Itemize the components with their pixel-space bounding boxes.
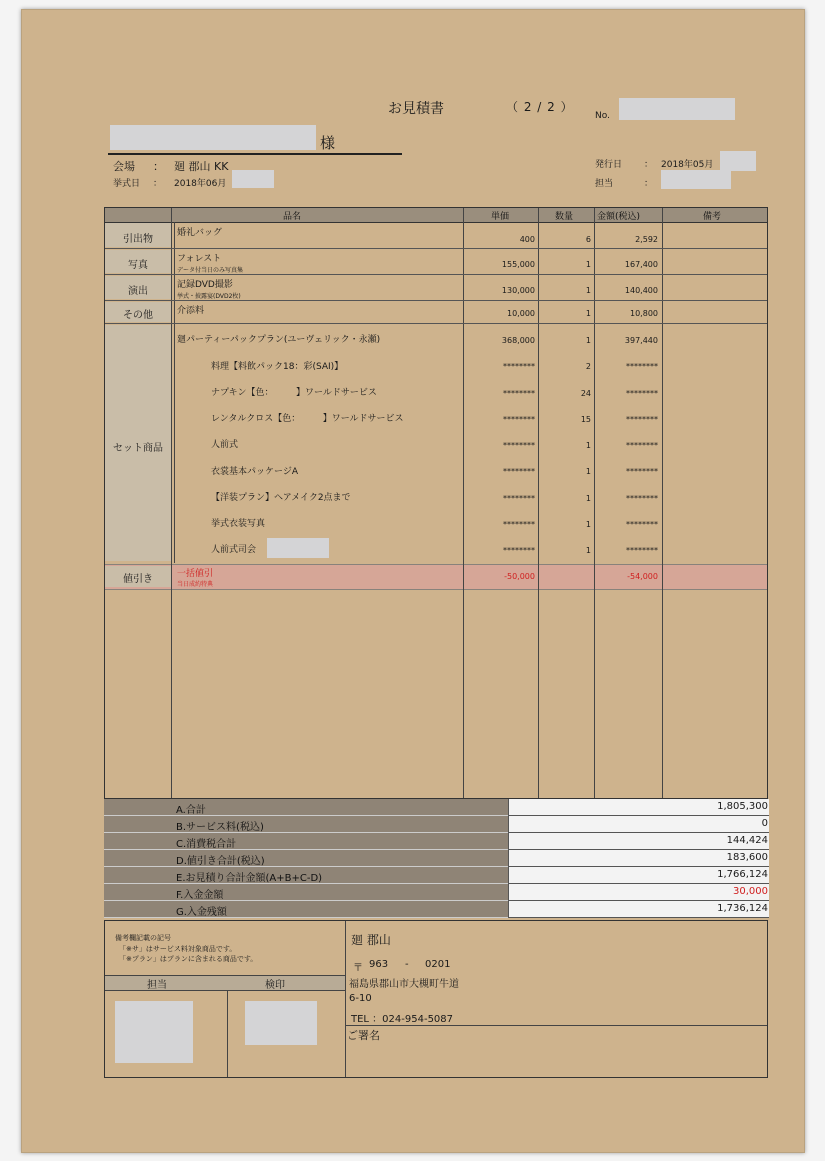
staff-colon: ：: [644, 179, 654, 189]
set-item-name: 衣裳基本パッケージA: [211, 467, 298, 477]
unit-price: ********: [503, 362, 535, 371]
amount: 10,800: [630, 309, 658, 318]
address-line-1: 福島県郡山市大槻町牛道: [349, 979, 459, 990]
category-label: その他: [123, 310, 153, 321]
legend-line-1: 「※サ」はサービス料対象商品です。: [119, 945, 237, 953]
estimate-sheet: [21, 9, 805, 1153]
header-qty: 数量: [555, 212, 574, 222]
total-label-g: G.入金残額: [176, 907, 227, 918]
staff-header: 担当: [147, 980, 167, 991]
col-divider: [463, 208, 464, 798]
quantity: 1: [585, 260, 591, 269]
redacted-emcee-name: [267, 538, 329, 558]
items-table: [104, 207, 768, 799]
unit-price: 368,000: [501, 336, 535, 345]
item-name: フォレスト: [177, 254, 222, 264]
discount-amount: -54,000: [627, 572, 658, 581]
category-label: 演出: [128, 286, 148, 297]
amount: ********: [626, 415, 658, 424]
venue-value: 廻 郡山 KK: [174, 160, 229, 173]
redacted-issue-day: [720, 151, 756, 171]
venue-colon: ：: [153, 160, 164, 173]
issue-date-label: 発行日: [595, 160, 623, 170]
postal-code-2: 0201: [425, 959, 451, 970]
total-label-e: E.お見積り合計金額(A+B+C-D): [176, 873, 323, 884]
set-item-name: 人前式: [211, 440, 239, 450]
set-item-name: レンタルクロス【色： 】ワールドサービス: [211, 414, 404, 424]
legend-title: 備考欄記載の記号: [115, 934, 171, 942]
set-item-name: 【洋装プラン】ヘアメイク2点まで: [211, 493, 351, 503]
unit-price: 130,000: [501, 286, 535, 295]
col-divider: [662, 208, 663, 798]
total-value-e: 1,766,124: [717, 869, 768, 880]
row-divider: [105, 248, 767, 249]
category-label: セット商品: [113, 443, 163, 454]
unit-price: ********: [503, 467, 535, 476]
totals-table: [104, 799, 768, 919]
quantity: 2: [585, 362, 591, 371]
item-subtext: データ付当日のみ写真集: [177, 267, 244, 274]
discount-name: 一括値引: [177, 569, 214, 579]
amount: ********: [626, 362, 658, 371]
seal-header: 検印: [265, 980, 285, 991]
legend-line-2: 「※プラン」はプランに含まれる商品です。: [119, 955, 258, 963]
postal-mark: 〒: [353, 963, 363, 974]
quantity: 1: [585, 441, 591, 450]
quantity: 1: [585, 520, 591, 529]
redacted-estimate-no: [619, 98, 735, 120]
discount-subtext: 当日成約特典: [177, 581, 214, 588]
unit-price: ********: [503, 520, 535, 529]
quantity: 1: [585, 467, 591, 476]
quantity: 15: [580, 415, 591, 424]
col-divider: [171, 208, 172, 798]
table-header: [105, 208, 767, 223]
category-label: 写真: [128, 260, 148, 271]
unit-price: 400: [519, 235, 535, 244]
company-name: 廻 郡山: [351, 933, 391, 947]
redacted-staff-stamp: [115, 1001, 193, 1063]
item-name: 記録DVD撮影: [177, 280, 233, 290]
amount: ********: [626, 389, 658, 398]
unit-price: ********: [503, 494, 535, 503]
quantity: 6: [585, 235, 591, 244]
quantity: 24: [580, 389, 591, 398]
col-divider: [594, 208, 595, 798]
total-label-d: D.値引き合計(税込): [176, 856, 265, 867]
signature-label: ご署名: [347, 1029, 380, 1042]
row-divider: [105, 300, 767, 301]
amount: ********: [626, 441, 658, 450]
item-subtext: 挙式・披露宴(DVD2枚): [177, 293, 241, 300]
item-name: 介添料: [177, 306, 205, 316]
total-label-b: B.サービス料(税込): [176, 822, 264, 833]
postal-code-1: 963: [369, 959, 389, 970]
total-value-b: 0: [761, 818, 768, 829]
row-divider: [105, 323, 767, 324]
quantity: 1: [585, 546, 591, 555]
header-amount: 金額(税込): [597, 212, 641, 222]
total-label-f: F.入金金額: [176, 890, 224, 901]
amount: ********: [626, 520, 658, 529]
amount: ********: [626, 494, 658, 503]
row-divider: [105, 274, 767, 275]
set-item-name: ナプキン【色： 】ワールドサービス: [211, 388, 377, 398]
staff-label: 担当: [595, 179, 614, 189]
issue-date-colon: ：: [644, 160, 654, 170]
footer-box: [104, 920, 768, 1078]
discount-unit-price: -50,000: [504, 572, 535, 581]
redacted-customer-name: [110, 125, 316, 150]
customer-suffix: 様: [320, 134, 336, 152]
total-label-a: A.合計: [176, 805, 206, 816]
amount: 167,400: [624, 260, 658, 269]
quantity: 1: [585, 336, 591, 345]
unit-price: 155,000: [501, 260, 535, 269]
redacted-wedding-day: [232, 170, 274, 188]
telephone: TEL ：024-954-5087: [351, 1014, 454, 1025]
amount: 140,400: [624, 286, 658, 295]
wedding-date-label: 挙式日: [113, 179, 141, 189]
wedding-date-colon: ：: [153, 179, 163, 189]
set-item-name: 挙式衣装写真: [211, 519, 266, 529]
unit-price: 10,000: [507, 309, 535, 318]
header-notes: 備考: [703, 212, 722, 222]
postal-dash: -: [405, 959, 409, 970]
total-value-d: 183,600: [726, 852, 768, 863]
item-name: 婚礼バッグ: [177, 228, 223, 238]
category-label: 値引き: [123, 574, 153, 585]
amount: 2,592: [635, 235, 658, 244]
unit-price: ********: [503, 415, 535, 424]
header-unit-price: 単価: [491, 212, 510, 222]
col-divider: [538, 208, 539, 798]
page-indicator: （ 2 / 2 ）: [506, 100, 574, 114]
customer-underline: [108, 153, 402, 155]
category-label: 引出物: [123, 234, 153, 245]
redacted-seal-stamp: [245, 1001, 317, 1045]
venue-label: 会場: [113, 160, 135, 173]
unit-price: ********: [503, 389, 535, 398]
wedding-date-value: 2018年06月: [174, 179, 227, 189]
amount: ********: [626, 546, 658, 555]
quantity: 1: [585, 286, 591, 295]
total-value-g: 1,736,124: [717, 903, 768, 914]
total-value-f: 30,000: [733, 886, 768, 897]
total-value-a: 1,805,300: [717, 801, 768, 812]
document-title: お見積書: [388, 101, 444, 117]
quantity: 1: [585, 494, 591, 503]
total-label-c: C.消費税合計: [176, 839, 237, 850]
set-item-name: 廻パーティーパックプラン(ユーヴェリック・永瀬): [177, 335, 381, 345]
set-item-name: 料理【料飲パック18：彩(SAI)】: [211, 362, 344, 372]
quantity: 1: [585, 309, 591, 318]
address-line-2: 6-10: [349, 993, 372, 1004]
amount: ********: [626, 467, 658, 476]
header-name: 品名: [283, 212, 302, 222]
issue-date-value: 2018年05月: [661, 160, 714, 170]
unit-price: ********: [503, 441, 535, 450]
amount: 397,440: [624, 336, 658, 345]
total-value-c: 144,424: [726, 835, 768, 846]
unit-price: ********: [503, 546, 535, 555]
redacted-staff-name: [661, 170, 731, 189]
estimate-no-label: No.: [595, 111, 610, 121]
set-item-name: 人前式司会: [211, 545, 257, 555]
